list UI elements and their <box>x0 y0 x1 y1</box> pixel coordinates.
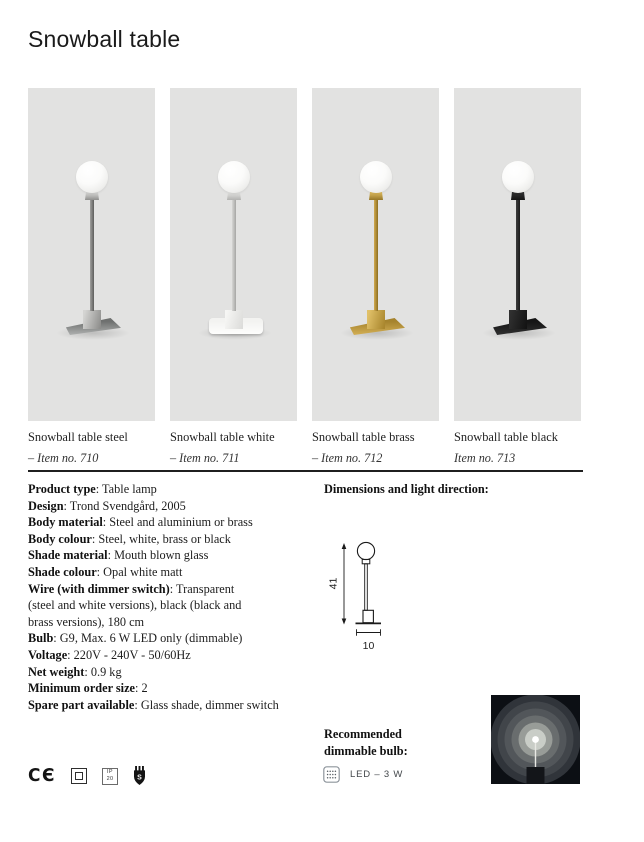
lamp-base-block <box>509 310 527 329</box>
lamp-pole <box>232 199 236 311</box>
arrowhead-top <box>342 543 347 549</box>
lamp-glass-sphere <box>360 161 392 193</box>
lamp-base-silhouette <box>527 767 545 784</box>
product-item-number: – Item no. 712 <box>312 451 383 465</box>
product-name: Snowball table black <box>454 430 558 444</box>
lamp-base-block <box>367 310 385 329</box>
spec-line: Wire (with dimmer switch): Transparent <box>28 581 235 596</box>
diagram-sphere <box>357 542 374 559</box>
product-card-black <box>454 88 581 421</box>
spec-line: brass versions), 180 cm <box>28 614 145 629</box>
ip20-rating-icon: IP 20 <box>102 768 118 785</box>
spec-line: (steel and white versions), black (black and <box>28 598 242 613</box>
lamp-base-block <box>225 310 243 329</box>
certification-row <box>28 764 146 788</box>
product-card-brass <box>312 88 439 421</box>
diagram-base-block <box>363 610 373 622</box>
spec-line: Net weight: 0.9 kg <box>28 664 122 679</box>
class-ii-insulation-icon <box>71 768 87 784</box>
svg-text:S: S <box>137 774 142 782</box>
product-name: Snowball table steel <box>28 430 128 444</box>
page-title: Snowball table <box>28 26 181 52</box>
lamp-socket <box>227 192 241 200</box>
led-grid-icon <box>323 766 340 783</box>
caption-black <box>454 430 581 466</box>
lamp-pole <box>90 199 94 311</box>
lamp-glass-sphere <box>218 161 250 193</box>
s-mark-icon <box>133 766 146 786</box>
lamp-base-block <box>83 310 101 329</box>
spec-line: Minimum order size: 2 <box>28 681 148 696</box>
spec-line: Product type: Table lamp <box>28 482 157 496</box>
product-name: Snowball table white <box>170 430 275 444</box>
lamp-pole <box>374 199 378 311</box>
lamp-socket <box>369 192 383 200</box>
spec-line: Shade colour: Opal white matt <box>28 564 183 579</box>
spec-line: Body material: Steel and aluminium or brass <box>28 515 253 530</box>
light-direction-image <box>491 695 580 784</box>
spec-line: Body colour: Steel, white, brass or black <box>28 531 231 546</box>
spec-line: Bulb: G9, Max. 6 W LED only (dimmable) <box>28 631 243 646</box>
lamp-pole <box>516 199 520 311</box>
product-caption-row <box>28 430 581 466</box>
product-item-number: Item no. 713 <box>454 451 516 465</box>
caption-white <box>170 430 297 466</box>
ce-mark-icon: CЄ <box>28 765 56 787</box>
arrowhead-bottom <box>342 619 347 625</box>
caption-steel <box>28 430 155 466</box>
lamp-photo-steel <box>28 88 155 421</box>
width-label: 10 <box>362 640 375 652</box>
product-card-steel <box>28 88 155 421</box>
product-item-number: – Item no. 710 <box>28 451 99 465</box>
lamp-glass-sphere <box>502 161 534 193</box>
led-wattage-label: LED – 3 W <box>350 769 404 780</box>
lamp-socket <box>85 192 99 200</box>
dimensions-heading: Dimensions and light direction: <box>324 482 489 496</box>
spec-line: Spare part available: Glass shade, dimmer switch <box>28 697 279 712</box>
spec-line: Voltage: 220V - 240V - 50/60Hz <box>28 647 191 662</box>
spec-line: Design: Trond Svendgård, 2005 <box>28 498 186 513</box>
lamp-socket <box>511 192 525 200</box>
product-item-number: – Item no. 711 <box>170 451 240 465</box>
dimension-diagram <box>320 538 390 655</box>
product-image-row <box>28 88 581 421</box>
glowing-bulb <box>532 736 539 743</box>
lamp-photo-brass <box>312 88 439 421</box>
lamp-photo-black <box>454 88 581 421</box>
product-name: Snowball table brass <box>312 430 415 444</box>
horizontal-divider <box>28 470 583 472</box>
lamp-photo-white <box>170 88 297 421</box>
diagram-pole <box>365 564 368 611</box>
lamp-glass-sphere <box>76 161 108 193</box>
caption-brass <box>312 430 439 466</box>
height-label: 41 <box>327 577 340 590</box>
spec-line: Shade material: Mouth blown glass <box>28 548 209 563</box>
recommended-bulb-row <box>323 766 403 783</box>
product-card-white <box>170 88 297 421</box>
recommended-bulb-heading: Recommended dimmable bulb: <box>324 727 408 758</box>
product-specs <box>28 481 320 713</box>
